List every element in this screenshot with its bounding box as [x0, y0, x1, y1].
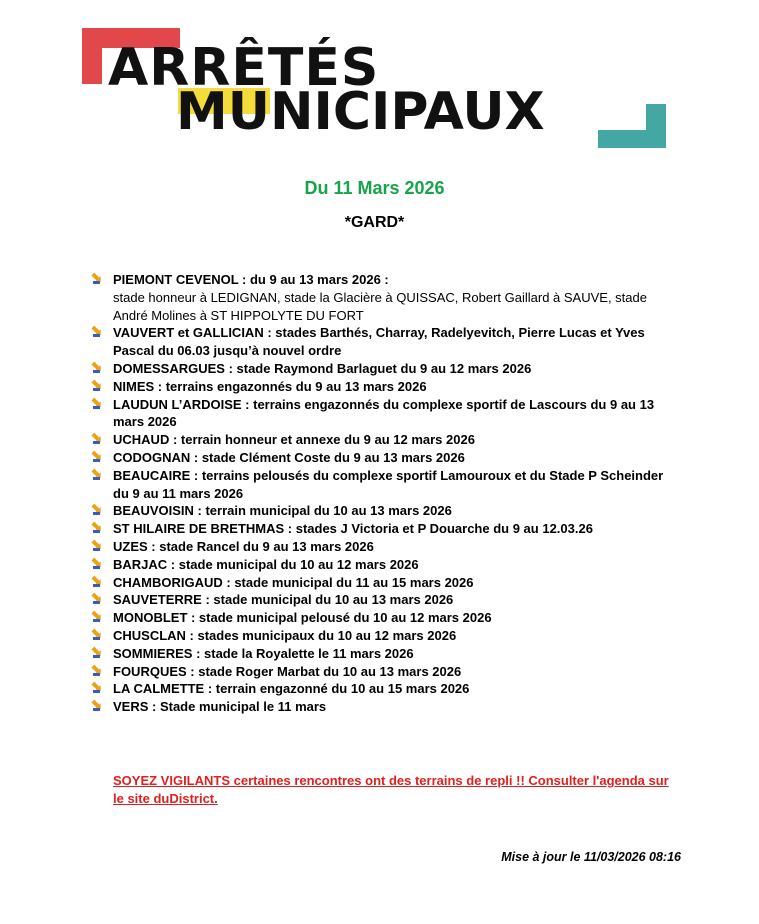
closure-item-text: VERS : Stade municipal le 11 mars: [113, 699, 327, 715]
closure-item: [88, 324, 678, 360]
closure-item-detail: stade honneur à LEDIGNAN, stade la Glacière à QUISSAC, Robert Gaillard à SAUVE, stade André Molines à ST HIPPOLYTE DU FORT: [113, 289, 647, 323]
closure-item: [88, 520, 678, 538]
arrow-down-right-icon: [88, 503, 102, 517]
region-title-text: *GARD*: [344, 214, 405, 231]
closure-item: [88, 449, 678, 467]
closure-item-text: SAUVETERRE : stade municipal du 10 au 13 mars 2026: [113, 592, 454, 608]
arrow-down-right-icon: [88, 272, 102, 286]
closure-item-text: LAUDUN L’ARDOISE : terrains engazonnés du complexe sportif de Lascours du 9 au 13 mars 2026: [113, 396, 655, 430]
closure-item: [88, 574, 678, 592]
warning-link[interactable]: SOYEZ VIGILANTS certaines rencontres ont des terrains de repli !! Consulter l'agenda sur le site duDistrict.: [113, 773, 669, 806]
arrow-down-right-icon: [88, 557, 102, 571]
arrow-down-right-icon: [88, 699, 102, 713]
arrow-down-right-icon: [88, 379, 102, 393]
logo-teal-bar-bottom: [598, 130, 666, 148]
arrow-down-right-icon: [88, 468, 102, 482]
closure-item: [88, 467, 678, 503]
closure-item: [88, 502, 678, 520]
closure-item: [88, 396, 678, 432]
closure-item-text: MONOBLET : stade municipal pelousé du 10 au 12 mars 2026: [113, 610, 492, 626]
closure-item-text: UCHAUD : terrain honneur et annexe du 9 au 12 mars 2026: [113, 432, 475, 448]
closure-item-text: LA CALMETTE : terrain engazonné du 10 au 15 mars 2026: [113, 681, 470, 697]
arrow-down-right-icon: [88, 610, 102, 624]
closure-item: [88, 271, 678, 324]
closure-item-text: CHUSCLAN : stades municipaux du 10 au 12 mars 2026: [113, 627, 457, 643]
closure-item-text: CODOGNAN : stade Clément Coste du 9 au 13 mars 2026: [113, 449, 465, 465]
arrow-down-right-icon: [88, 575, 102, 589]
closure-item: [88, 360, 678, 378]
closure-item-text: VAUVERT et GALLICIAN : stades Barthés, Charray, Radelyevitch, Pierre Lucas et Yves Pascal du 06.03 jusqu’à nouvel ordre: [113, 325, 645, 359]
arrow-down-right-icon: [88, 539, 102, 553]
closure-item: [88, 663, 678, 681]
arrow-down-right-icon: [88, 664, 102, 678]
closure-item-text: ST HILAIRE DE BRETHMAS : stades J Victoria et P Douarche du 9 au 12.03.26: [113, 521, 593, 537]
closure-item-text: PIEMONT CEVENOL : du 9 au 13 mars 2026 :: [113, 272, 389, 287]
date-title-text: Du 11 Mars 2026: [304, 178, 445, 198]
arrow-down-right-icon: [88, 628, 102, 642]
arrow-down-right-icon: [88, 646, 102, 660]
arretes-municipaux-logo: [78, 28, 670, 150]
closure-item-text: BEAUCAIRE : terrains pelousés du complexe sportif Lamouroux et du Stade P Scheinder du 9 au 11 mars 2026: [113, 467, 664, 501]
update-timestamp: Mise à jour le 11/03/2026 08:16: [501, 850, 681, 864]
closure-item: [88, 431, 678, 449]
date-title: [0, 178, 759, 199]
arrow-down-right-icon: [88, 432, 102, 446]
logo-line1: ARRÊTÉS: [108, 38, 380, 98]
closure-item-text: NIMES : terrains engazonnés du 9 au 13 mars 2026: [113, 378, 427, 394]
closure-item-text: SOMMIERES : stade la Royalette le 11 mars 2026: [113, 645, 414, 661]
logo-line2: MUNICIPAUX: [176, 82, 545, 142]
arrow-down-right-icon: [88, 325, 102, 339]
closure-item: [88, 609, 678, 627]
closure-item-text: BARJAC : stade municipal du 10 au 12 mars 2026: [113, 556, 419, 572]
arrow-down-right-icon: [88, 681, 102, 695]
closures-list: [88, 271, 678, 716]
arrow-down-right-icon: [88, 361, 102, 375]
closure-item-text: UZES : stade Rancel du 9 au 13 mars 2026: [113, 538, 374, 554]
arrow-down-right-icon: [88, 592, 102, 606]
closure-item: [88, 627, 678, 645]
closure-item: [88, 645, 678, 663]
region-title: [0, 214, 759, 232]
arrow-down-right-icon: [88, 521, 102, 535]
closure-item-text: CHAMBORIGAUD : stade municipal du 11 au 15 mars 2026: [113, 574, 474, 590]
closure-item: [88, 556, 678, 574]
arrow-down-right-icon: [88, 397, 102, 411]
closure-item-text: BEAUVOISIN : terrain municipal du 10 au 13 mars 2026: [113, 503, 452, 519]
arrow-down-right-icon: [88, 450, 102, 464]
closure-item: [88, 538, 678, 556]
closure-item: [88, 698, 678, 716]
closure-item: [88, 591, 678, 609]
closure-item-text: FOURQUES : stade Roger Marbat du 10 au 13 mars 2026: [113, 663, 462, 679]
closure-item: [88, 680, 678, 698]
closure-item: [88, 378, 678, 396]
closure-item-text: DOMESSARGUES : stade Raymond Barlaguet du 9 au 12 mars 2026: [113, 360, 532, 376]
